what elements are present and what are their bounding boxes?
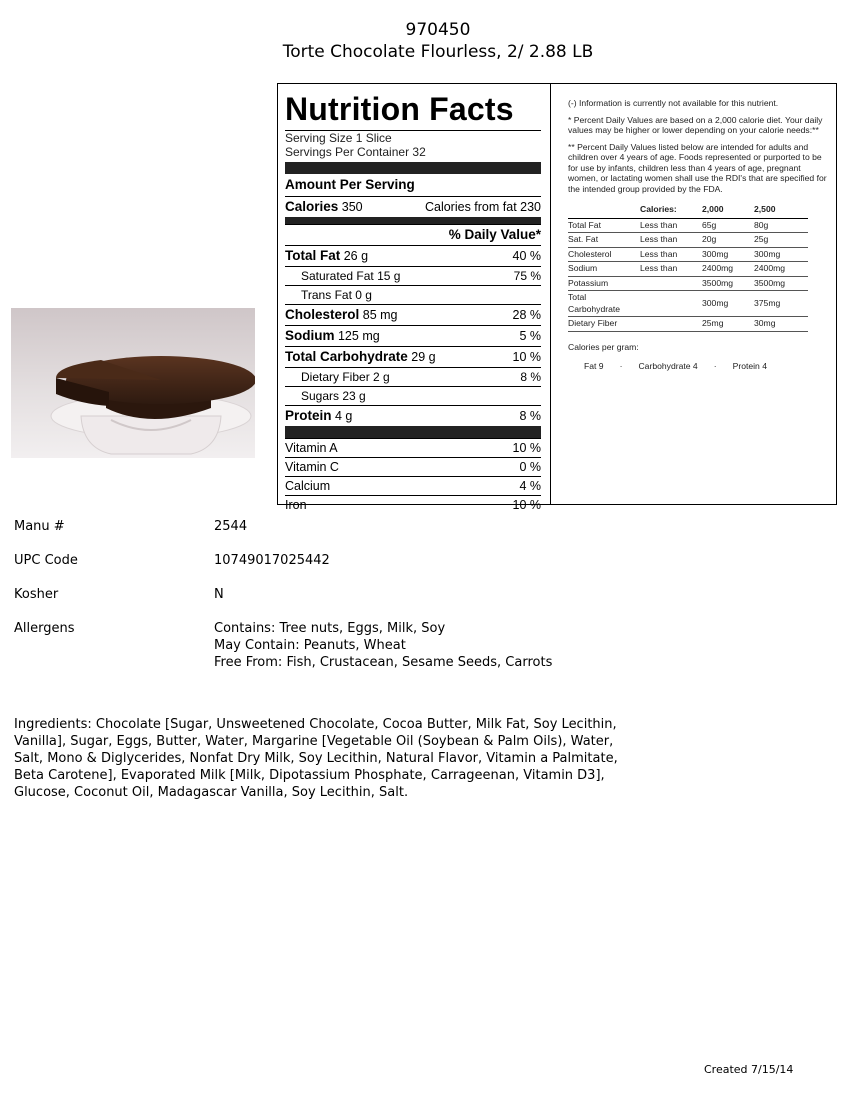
table-row: Cholesterol Less than 300mg 300mg (568, 247, 808, 262)
thick-divider (285, 162, 541, 174)
calories-value: 350 (341, 200, 363, 214)
vitamin-row-a: Vitamin A 10 % (285, 438, 541, 457)
manu-value: 2544 (214, 519, 248, 534)
nutrient-row-protein: Protein 4 g 8 % (285, 405, 541, 426)
nutrition-notes (568, 98, 830, 372)
nutrient-row-dietary-fiber: Dietary Fiber 2 g 8 % (285, 367, 541, 386)
nutrient-row-sugars: Sugars 23 g (285, 386, 541, 405)
table-header-row: Calories: 2,000 2,500 (568, 202, 808, 218)
table-row: Sodium Less than 2400mg 2400mg (568, 262, 808, 277)
table-row: Total Carbohydrate 300mg 375mg (568, 291, 808, 317)
created-date: Created 7/15/14 (704, 1063, 794, 1076)
protein-per-gram: Protein 4 (732, 361, 767, 371)
thick-divider-vitamins (285, 426, 541, 438)
adults-note: ** Percent Daily Values listed below are intended for adults and children over 4 years of age. Foods represented or purported to be for use by infants, children less than 4 years of age, pregnant women, or lactating women shall use the RDI's that are specified for the intended group provided by the FDA. (568, 141, 827, 194)
calories-per-gram-label: Calories per gram: (568, 341, 639, 352)
kosher-value: N (214, 587, 224, 602)
table-row: Sat. Fat Less than 20g 25g (568, 233, 808, 248)
separator: · (619, 361, 623, 371)
calories-row (285, 196, 541, 217)
servings-per-container: Servings Per Container 32 (285, 145, 426, 159)
nutrient-row-total-carbohydrate: Total Carbohydrate 29 g 10 % (285, 346, 541, 367)
calories-label: Calories (285, 199, 339, 214)
serving-size: Serving Size 1 Slice (285, 131, 392, 145)
ingredients-text: Ingredients: Chocolate [Sugar, Unsweetened Chocolate, Cocoa Butter, Milk Fat, Soy Lecithin, Vanilla], Sugar, Eggs, Butter, Water, Margarine [Vegetable Oil (Soybean & Palm Oils), Water, Salt, Mono & Diglycerides, Nonfat Dry Milk, Soy Lecithin, Natural Flavor, Vitamin a Palmitate, Beta Carotene], Evaporated Milk [Milk, Dipotassium Phosphate, Carrageenan, Vitamin D3], Glucose, Coconut Oil, Madagascar Vanilla, Soy Lecithin, Salt. (14, 717, 618, 800)
nutrition-facts-title: Nutrition Facts (285, 91, 514, 127)
allergens-may-contain: May Contain: Peanuts, Wheat (214, 638, 406, 653)
nutrient-row-total-fat: Total Fat 26 g 40 % (285, 245, 541, 266)
nutrient-row-saturated-fat: Saturated Fat 15 g 75 % (285, 266, 541, 285)
flourless-chocolate-torte-photo (11, 308, 255, 458)
document-header (0, 19, 850, 63)
item-number: 970450 (405, 20, 471, 40)
nutrition-facts-panel (285, 91, 541, 514)
carb-per-gram: Carbohydrate 4 (638, 361, 698, 371)
separator: · (713, 361, 717, 371)
medium-divider (285, 217, 541, 224)
daily-value-table (568, 202, 808, 332)
product-name: Torte Chocolate Flourless, 2/ 2.88 LB (282, 42, 594, 62)
percent-note: * Percent Daily Values are based on a 2,000 calorie diet. Your daily values may be higher or lower depending on your calorie needs:** (568, 114, 823, 135)
nutrition-label-panel (277, 83, 837, 512)
nutrient-row-trans-fat: Trans Fat 0 g (285, 285, 541, 304)
na-note: (-) Information is currently not available for this nutrient. (568, 98, 779, 108)
daily-value-header: % Daily Value* (285, 224, 541, 245)
product-photo (11, 308, 255, 458)
allergens-label: Allergens (14, 621, 75, 636)
table-row: Total Fat Less than 65g 80g (568, 218, 808, 233)
allergens-contains: Contains: Tree nuts, Eggs, Milk, Soy (214, 621, 446, 636)
nutrient-row-cholesterol: Cholesterol 85 mg 28 % (285, 304, 541, 325)
upc-value: 10749017025442 (214, 553, 330, 568)
nutrient-row-sodium: Sodium 125 mg 5 % (285, 325, 541, 346)
table-row: Potassium 3500mg 3500mg (568, 276, 808, 291)
fat-per-gram: Fat 9 (584, 361, 604, 371)
calories-from-fat: Calories from fat 230 (424, 200, 541, 214)
amount-per-serving: Amount Per Serving (285, 177, 415, 192)
panel-divider (550, 84, 551, 504)
vitamin-row-c: Vitamin C 0 % (285, 457, 541, 476)
table-row: Dietary Fiber 25mg 30mg (568, 317, 808, 332)
kosher-label: Kosher (14, 587, 59, 602)
upc-label: UPC Code (14, 553, 78, 568)
manu-label: Manu # (14, 519, 65, 534)
calories-per-gram-values (568, 361, 830, 372)
vitamin-row-iron: Iron 10 % (285, 495, 541, 514)
allergens-value (214, 620, 634, 671)
vitamin-row-calcium: Calcium 4 % (285, 476, 541, 495)
allergens-free-from: Free From: Fish, Crustacean, Sesame Seeds, Carrots (214, 655, 553, 670)
